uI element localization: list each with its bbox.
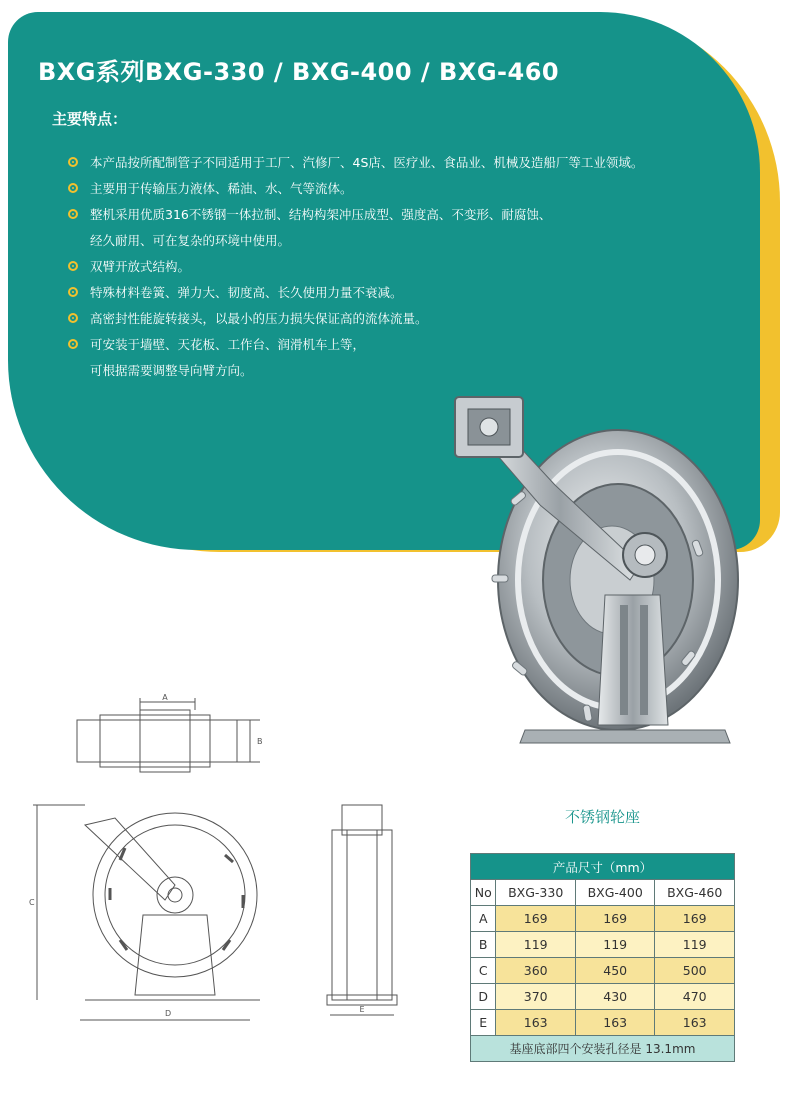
bullet-icon	[68, 157, 78, 167]
table-header: 产品尺寸（mm）	[471, 854, 735, 880]
table-cell: 370	[496, 984, 576, 1010]
table-cell: A	[471, 906, 496, 932]
table-cell: 169	[496, 906, 576, 932]
table-cell: E	[471, 1010, 496, 1036]
features-list	[68, 150, 768, 384]
feature-text: 高密封性能旋转接头，以最小的压力损失保证高的流体流量。	[90, 311, 428, 326]
table-cell: 119	[655, 932, 735, 958]
table-cell: 470	[655, 984, 735, 1010]
table-row	[471, 1010, 735, 1036]
feature-item	[68, 254, 768, 280]
dim-label-c: C	[29, 898, 35, 907]
feature-item	[68, 202, 768, 254]
bullet-icon	[68, 287, 78, 297]
table-cell: 450	[575, 958, 655, 984]
feature-text: 可根据需要调整导向臂方向。	[90, 363, 253, 378]
feature-text: 主要用于传输压力液体、稀油、水、气等流体。	[90, 181, 353, 196]
feature-item	[68, 306, 768, 332]
side-view-drawing	[25, 800, 270, 1025]
dim-label-a: A	[162, 693, 168, 702]
table-row	[471, 958, 735, 984]
table-cell: 119	[496, 932, 576, 958]
feature-item	[68, 176, 768, 202]
feature-item	[68, 150, 768, 176]
table-note: 基座底部四个安装孔径是 13.1mm	[471, 1036, 735, 1062]
table-column-headers	[471, 880, 735, 906]
table-cell: 163	[496, 1010, 576, 1036]
bullet-icon	[68, 209, 78, 219]
bullet-icon	[68, 313, 78, 323]
feature-text: 经久耐用、可在复杂的环境中使用。	[90, 233, 291, 248]
column-header: BXG-460	[655, 880, 735, 906]
page-title: BXG系列BXG-330 / BXG-400 / BXG-460	[38, 58, 560, 86]
table-cell: 169	[655, 906, 735, 932]
table-cell: 430	[575, 984, 655, 1010]
table-note-row	[471, 1036, 735, 1062]
table-row	[471, 906, 735, 932]
bullet-icon	[68, 183, 78, 193]
table-row	[471, 984, 735, 1010]
features-heading: 主要特点：	[52, 110, 128, 128]
top-view-drawing	[65, 690, 275, 780]
feature-text: 整机采用优质316不锈钢一体拉制、结构构架冲压成型、强度高、不变形、耐腐蚀、	[90, 207, 552, 222]
table-cell: C	[471, 958, 496, 984]
feature-text: 特殊材料卷簧、弹力大、韧度高、长久使用力量不衰减。	[90, 285, 403, 300]
feature-item	[68, 280, 768, 306]
table-cell: D	[471, 984, 496, 1010]
dim-label-b: B	[257, 737, 263, 746]
table-cell: 163	[655, 1010, 735, 1036]
table-cell: B	[471, 932, 496, 958]
bullet-icon	[68, 339, 78, 349]
hose-reel-photo	[440, 375, 740, 755]
front-view-drawing	[322, 800, 402, 1025]
table-cell: 169	[575, 906, 655, 932]
table-caption: 不锈钢轮座	[564, 808, 640, 826]
dim-label-d: D	[165, 1009, 172, 1018]
feature-text: 本产品按所配制管子不同适用于工厂、汽修厂、4S店、医疗业、食品业、机械及造船厂等工业领域。	[90, 155, 644, 170]
table-row	[471, 932, 735, 958]
table-cell: 163	[575, 1010, 655, 1036]
bullet-icon	[68, 261, 78, 271]
dimension-table	[470, 853, 735, 1062]
column-header: BXG-330	[496, 880, 576, 906]
column-header: BXG-400	[575, 880, 655, 906]
feature-text: 可安装于墙壁、天花板、工作台、润滑机车上等，	[90, 337, 366, 352]
feature-text: 双臂开放式结构。	[90, 259, 191, 274]
table-cell: 119	[575, 932, 655, 958]
dim-label-e: E	[359, 1005, 365, 1014]
table-cell: 500	[655, 958, 735, 984]
column-header: No	[471, 880, 496, 906]
table-cell: 360	[496, 958, 576, 984]
